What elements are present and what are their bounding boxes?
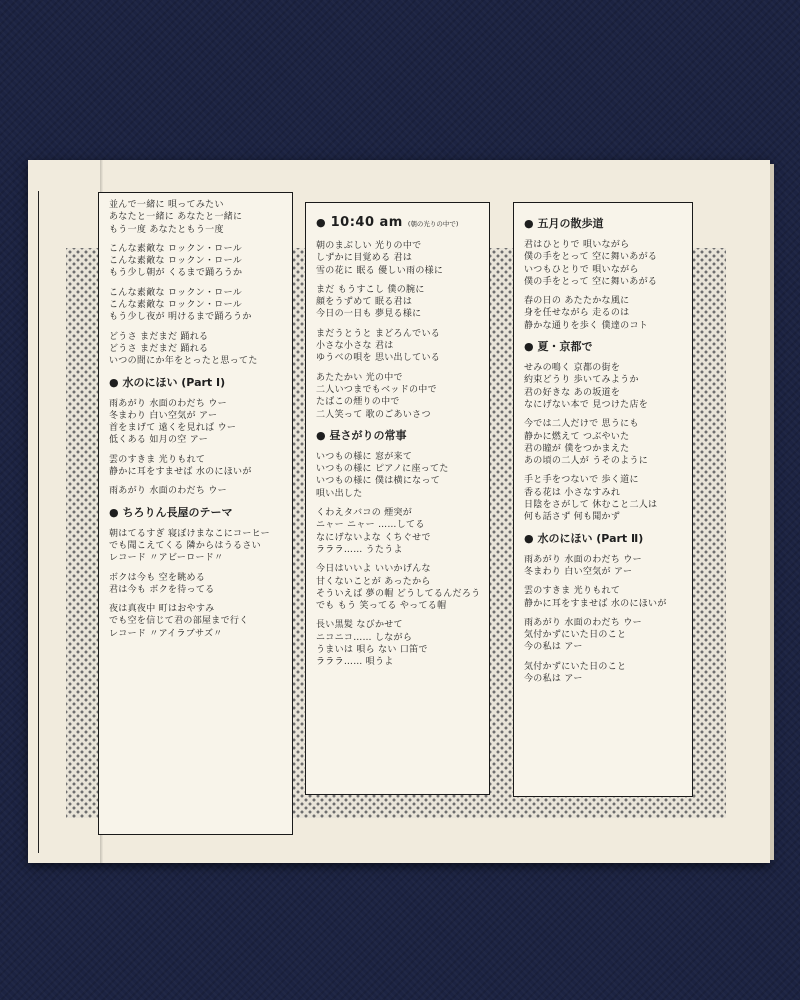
song-title xyxy=(316,215,479,230)
lyric-line: いつの間にか年をとったと思ってた xyxy=(109,356,258,367)
lyric-line: 朝はてるすぎ 寝ぼけまなこにコーヒー xyxy=(109,528,270,539)
lyric-line: 静かな通りを歩く 僕達のコト xyxy=(524,320,649,331)
song-title-text: 昼さがりの常事 xyxy=(329,428,407,442)
lyric-line: ボクは今も 空を眺める xyxy=(109,572,206,583)
lyric-line: 甘くないことが あったから xyxy=(316,576,431,587)
lyric-line: 低くある 如月の空 アー xyxy=(109,435,209,446)
lyric-line: なにげないよな くちぐせで xyxy=(316,532,431,543)
verse xyxy=(316,619,479,668)
left-page-frame xyxy=(28,191,39,853)
lyric-line: せみの鳴く 京都の街を xyxy=(524,363,621,374)
lyrics-column-2 xyxy=(305,202,490,795)
lyric-line: なにげない本で 見つけた店を xyxy=(524,399,649,410)
song-title-text: 夏・京都で xyxy=(537,340,593,354)
lyric-line: 身を任せながら 走るのは xyxy=(524,308,630,319)
lyric-line: 君の瞳が 僕をつかまえた xyxy=(524,443,630,454)
verse xyxy=(524,239,682,288)
bullet-icon: ● xyxy=(524,531,534,545)
lyric-line: こんな素敵な ロックン・ロール xyxy=(109,300,243,311)
bullet-icon: ● xyxy=(109,375,119,389)
lyric-line: 君はひとりで 唄いながら xyxy=(524,240,630,250)
verse xyxy=(524,474,682,523)
lyric-line: ゆうべの唄を 思い出している xyxy=(316,353,441,364)
lyric-line: 静かに燃えて つぶやいた xyxy=(524,431,630,442)
verse xyxy=(109,287,282,324)
song-title xyxy=(109,504,282,520)
lyric-line: 何も話さず 何も聞かず xyxy=(524,512,621,523)
song-subtitle: (朝の光りの中で) xyxy=(407,220,459,228)
lyric-line: 今日はいいよ いいかげんな xyxy=(316,564,431,575)
bullet-icon: ● xyxy=(316,428,326,442)
verse xyxy=(109,398,282,447)
lyric-line: レコード 〃アビーロード〃 xyxy=(109,553,224,564)
lyric-line: くわえタバコの 煙突が xyxy=(316,508,413,519)
verse xyxy=(316,507,479,556)
lyric-line: 静かに耳をすませば 水のにほいが xyxy=(109,467,252,478)
lyric-line: 僕の手をとって 空に舞いあがる xyxy=(524,276,658,287)
song-title xyxy=(524,215,682,231)
lyric-line: 約束どうり 歩いてみようか xyxy=(524,375,639,386)
lyric-line: あたたかい 光の中で xyxy=(316,372,403,383)
song-title-text: 水のにほい (Part Ⅱ) xyxy=(537,531,644,545)
page-edge xyxy=(770,164,774,860)
verse xyxy=(524,295,682,332)
lyric-line: たばこの煙りの中で xyxy=(316,397,400,408)
verse xyxy=(524,554,682,579)
lyric-line: 首をまげて 遠くを見れば ウー xyxy=(109,423,237,434)
verse xyxy=(524,585,682,610)
song-title-text: ちろりん長屋のテーマ xyxy=(122,505,233,519)
verse xyxy=(524,661,682,686)
verse xyxy=(524,418,682,467)
lyric-line: 春の日の あたたかな風に xyxy=(524,296,630,307)
bullet-icon: ● xyxy=(109,505,119,519)
lyric-line: 雲のすきま 光りもれて xyxy=(109,454,206,465)
lyric-line: 二人いつまでもベッドの中で xyxy=(316,384,437,395)
lyric-line: あの頃の二人が うそのように xyxy=(524,456,649,467)
lyric-line: 手と手をつないで 歩く道に xyxy=(524,475,639,486)
lyric-line: こんな素敵な ロックン・ロール xyxy=(109,256,243,267)
lyric-line: ニコニコ…… しながら xyxy=(316,632,413,643)
lyric-line: もう少し朝が くるまで踊ろうか xyxy=(109,268,243,279)
song-title-text: 水のにほい (Part Ⅰ) xyxy=(122,375,226,389)
lyric-line: 長い黒髪 なびかせて xyxy=(316,620,403,631)
lyric-line: こんな素敵な ロックン・ロール xyxy=(109,243,243,254)
lyric-line: 気付かずにいた日のこと xyxy=(524,630,627,641)
lyrics-column-1 xyxy=(98,192,293,835)
verse xyxy=(109,199,282,236)
lyric-line: 雨あがり 水面のわだち ウー xyxy=(109,486,227,497)
lyric-line: 気付かずにいた日のこと xyxy=(524,661,627,672)
lyric-line: レコード 〃アイラブサズ〃 xyxy=(109,628,223,639)
verse xyxy=(524,362,682,411)
lyric-line: 小さな小さな 君は xyxy=(316,341,394,352)
lyric-line: 雲のすきま 光りもれて xyxy=(524,586,621,597)
lyric-line: うまいは 唄ら ない 口笛で xyxy=(316,645,428,656)
verse xyxy=(109,572,282,597)
verse xyxy=(109,603,282,640)
lyric-line: 夜は真夜中 町はおやすみ xyxy=(109,604,215,615)
lyric-line: 今の私は アー xyxy=(524,642,583,653)
lyric-line: 並んで一緒に 唄ってみたい xyxy=(109,200,224,210)
lyric-line: どうさ まだまだ 踊れる xyxy=(109,331,209,342)
lyric-line: 雨あがり 水面のわだち ウー xyxy=(524,554,642,565)
lyric-line: いつもの様に 僕は横になって xyxy=(316,476,441,487)
lyric-line: 冬まわり 白い空気が アー xyxy=(524,566,633,577)
verse xyxy=(524,617,682,654)
lyric-line: 日陰をさがして 休むこと二人は xyxy=(524,500,658,511)
verse xyxy=(316,372,479,421)
lyric-line: 今日の一日も 夢見る様に xyxy=(316,309,422,320)
lyric-line: まだ もうすこし 僕の腕に xyxy=(316,284,425,295)
lyric-line: 今の私は アー xyxy=(524,674,583,685)
lyric-line: 静かに耳をすませば 水のにほいが xyxy=(524,598,667,609)
bullet-icon: ● xyxy=(524,217,534,230)
lyric-line: まだうとうと まどろんでいる xyxy=(316,328,441,339)
verse xyxy=(109,331,282,368)
lyric-line: 君の好きな あの坂道を xyxy=(524,387,621,398)
song-title-text: 五月の散歩道 xyxy=(537,217,604,230)
verse xyxy=(316,451,479,500)
lyric-line: こんな素敵な ロックン・ロール xyxy=(109,287,243,298)
lyric-line: しずかに目覚める 君は xyxy=(316,253,413,264)
lyrics-column-3 xyxy=(513,202,693,797)
lyric-line: 雨あがり 水面のわだち ウー xyxy=(524,617,642,628)
lyric-line: そういえば 夢の帽 どうしてるんだろう xyxy=(316,588,481,599)
song-title xyxy=(524,338,682,354)
lyric-line: 雨あがり 水面のわだち ウー xyxy=(109,398,227,409)
lyric-line: でも空を信じて君の部屋まで行く xyxy=(109,616,249,627)
verse xyxy=(109,528,282,565)
lyric-line: でも もう 笑ってる やってる帽 xyxy=(316,601,447,612)
lyric-line: 今では二人だけで 思うにも xyxy=(524,419,639,430)
lyric-line: 君は今も ボクを待ってる xyxy=(109,584,215,595)
lyric-line: ラララ…… うたうよ xyxy=(316,544,403,555)
verse xyxy=(109,485,282,497)
lyric-line: 雪の花に 眠る 優しい雨の様に xyxy=(316,265,444,276)
bullet-icon: ● xyxy=(524,340,534,354)
lyric-line: あなたと一緒に あなたと一緒に xyxy=(109,212,243,223)
song-title-text: 10:40 am xyxy=(330,215,403,230)
verse xyxy=(316,284,479,321)
lyric-line: 冬まわり 白い空気が アー xyxy=(109,410,218,421)
bullet-icon: ● xyxy=(316,216,326,229)
verse xyxy=(109,243,282,280)
lyric-line: ニャー ニャー ……してる xyxy=(316,520,425,531)
lyric-line: どうさ まだまだ 踊れる xyxy=(109,343,209,354)
lyric-line: 僕の手をとって 空に舞いあがる xyxy=(524,252,658,263)
lyric-sheet xyxy=(28,160,770,863)
lyric-line: 顔をうずめて 眠る君は xyxy=(316,297,413,308)
lyric-line: もう一度 あなたともう一度 xyxy=(109,224,224,235)
lyric-line: いつもの様に ピアノに座ってた xyxy=(316,464,449,475)
verse xyxy=(316,328,479,365)
song-title xyxy=(316,427,479,443)
verse xyxy=(316,240,479,277)
lyric-line: 唄い出した xyxy=(316,488,363,499)
lyric-line: 二人笑って 歌のごあいさつ xyxy=(316,409,431,420)
verse xyxy=(109,454,282,479)
lyric-line: いつもの様に 窓が来て xyxy=(316,451,413,462)
song-title xyxy=(524,530,682,546)
lyric-line: でも聞こえてくる 隣からはうるさい xyxy=(109,540,261,551)
lyric-line: 朝のまぶしい 光りの中で xyxy=(316,241,422,251)
lyric-line: ラララ…… 唄うよ xyxy=(316,657,394,668)
song-title xyxy=(109,374,282,390)
lyric-line: もう少し夜が 明けるまで踊ろうか xyxy=(109,312,252,323)
lyric-line: 香る花は 小さなすみれ xyxy=(524,487,621,498)
verse xyxy=(316,563,479,612)
lyric-line: いつもひとりで 唄いながら xyxy=(524,264,639,275)
